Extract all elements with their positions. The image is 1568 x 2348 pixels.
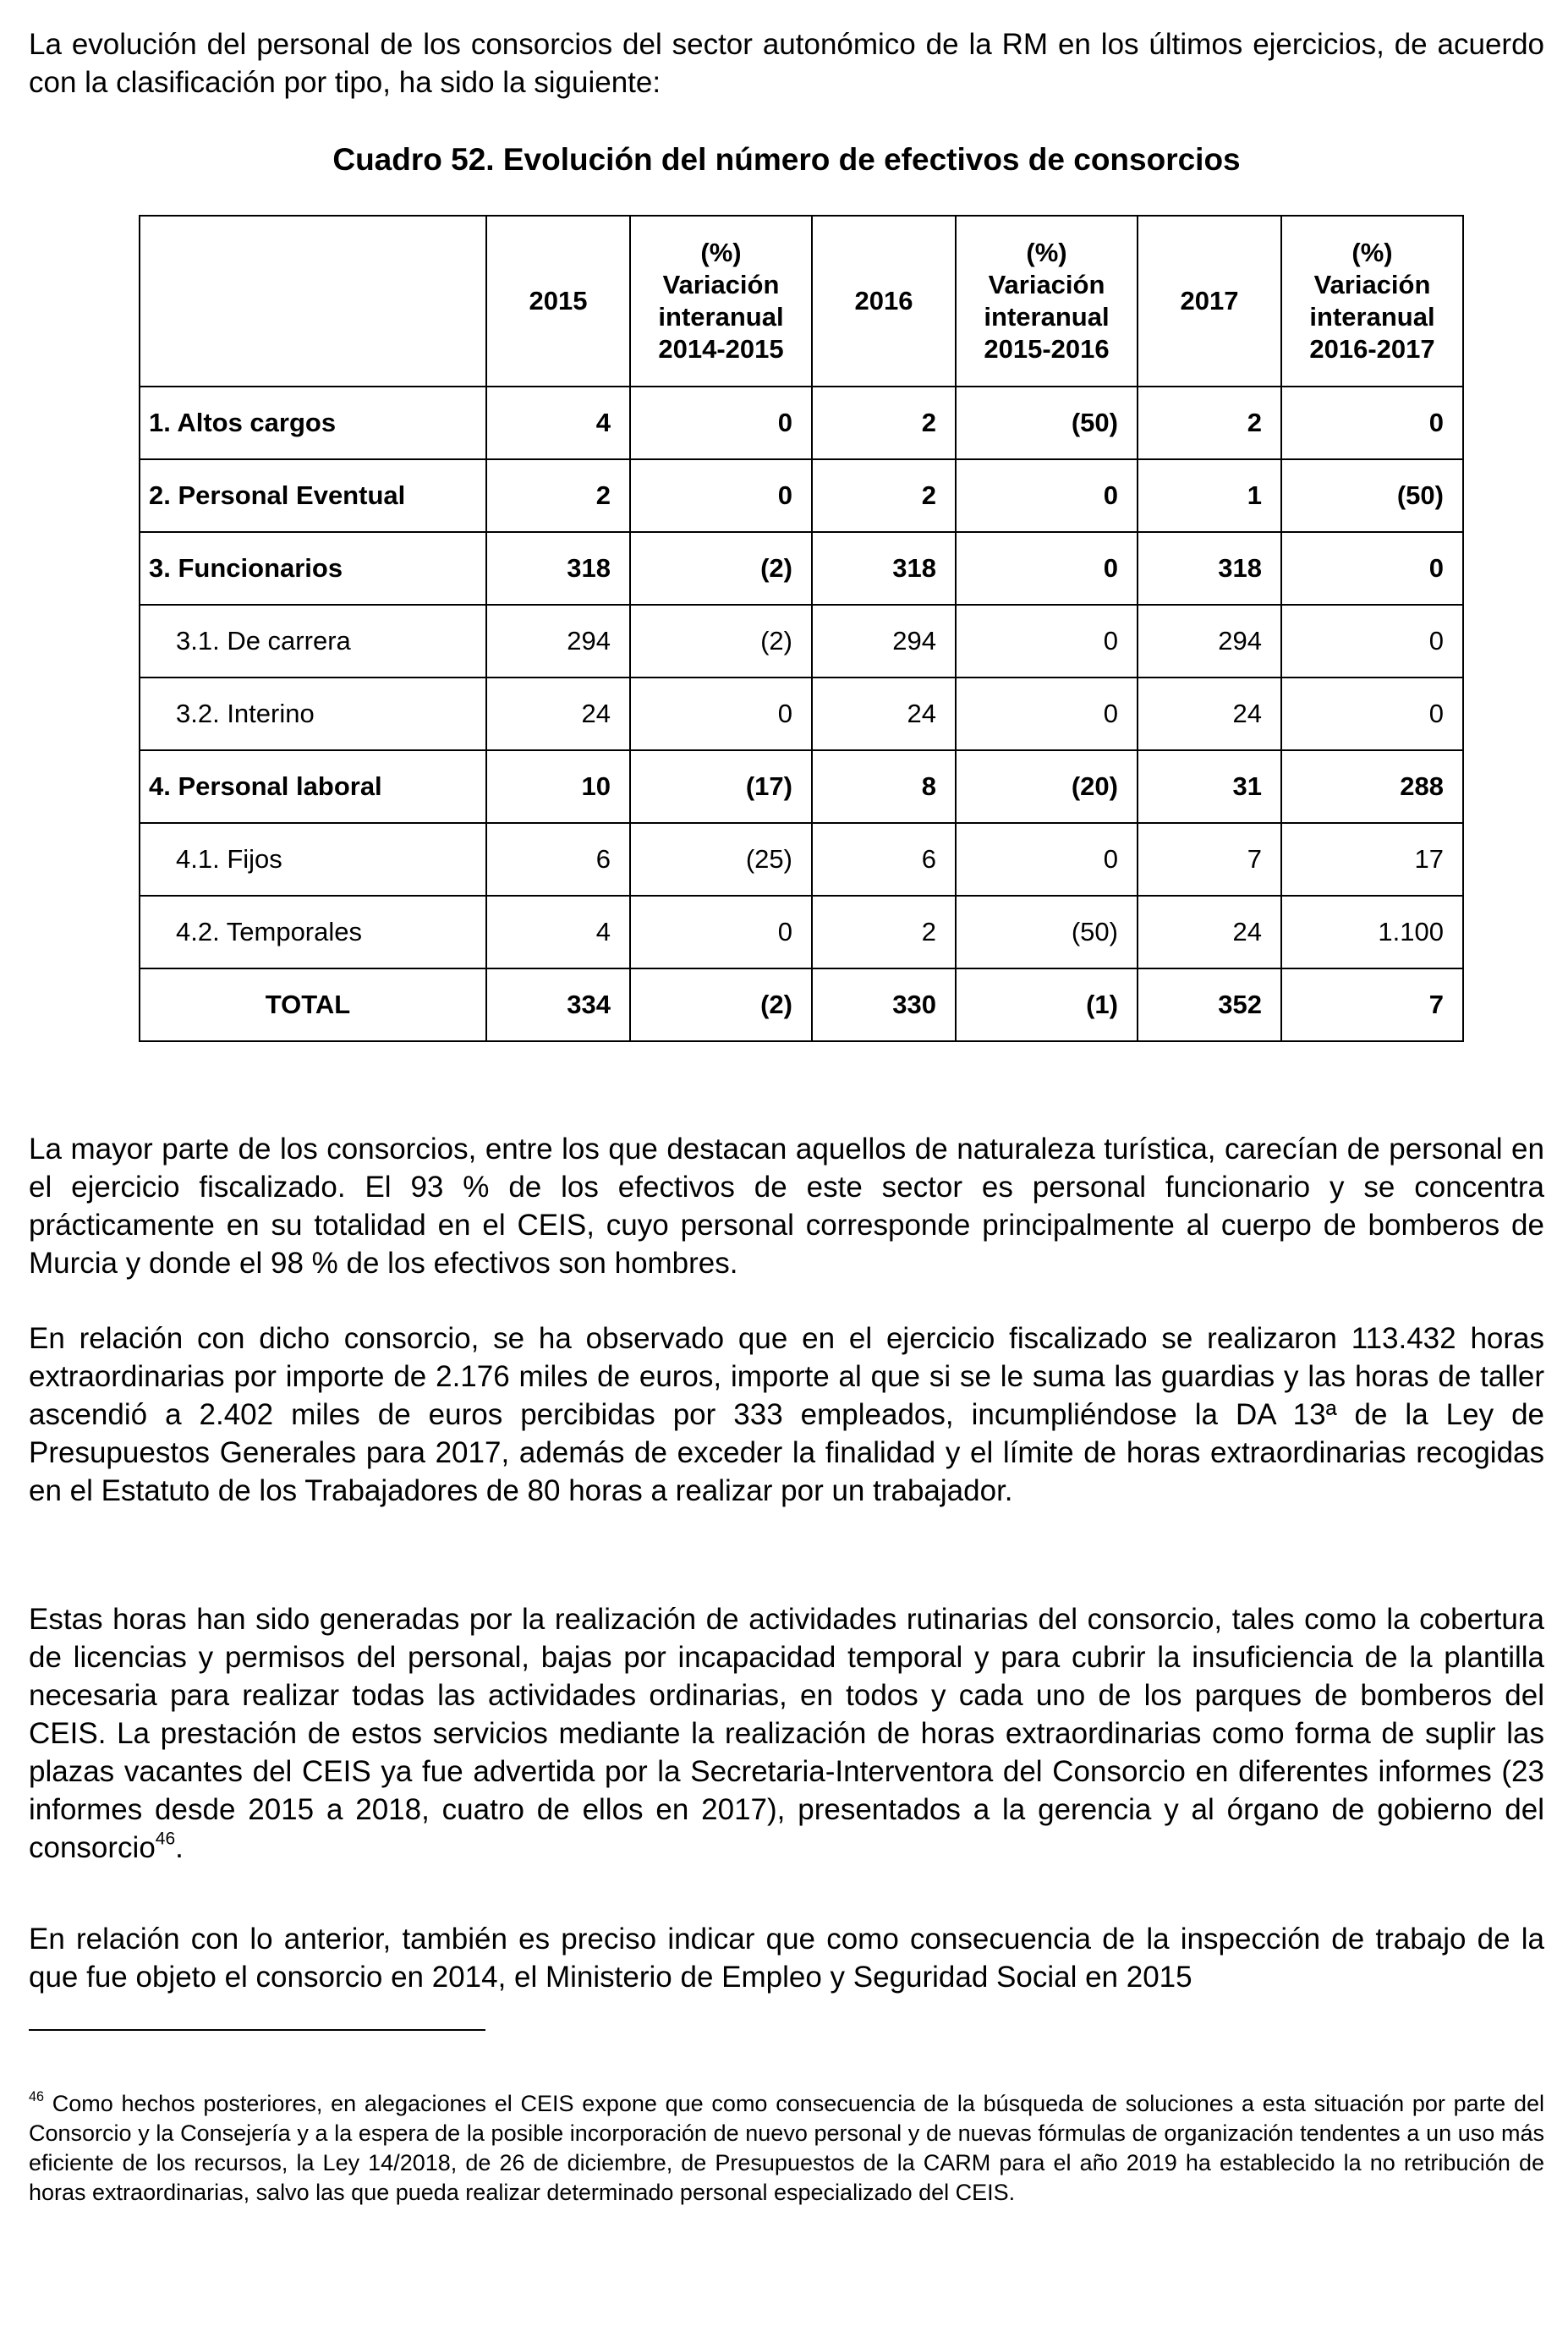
table-cell: 288: [1281, 750, 1463, 823]
footnote-number: 46: [29, 2088, 45, 2104]
body-paragraph: La mayor parte de los consorcios, entre los que destacan aquellos de naturaleza turística, carecían de personal en el ejercicio fiscalizado. El 93 % de los efectivos de este sector es personal funcionario y se concentra prácticamente en su totalidad en el CEIS, cuyo personal corresponde principalmente al cuerpo de bomberos de Murcia y donde el 98 % de los efectivos son hombres.: [29, 1133, 1544, 1280]
table-cell: (50): [1281, 459, 1463, 532]
table-cell: (2): [630, 532, 812, 605]
table-cell: 4: [486, 896, 630, 968]
table-cell: 24: [812, 678, 956, 750]
table-cell: 318: [812, 532, 956, 605]
table-cell: (25): [630, 823, 812, 896]
table-row: [140, 605, 1463, 678]
table-cell: 1.100: [1281, 896, 1463, 968]
body-paragraph: En relación con lo anterior, también es preciso indicar que como consecuencia de la inspección de trabajo de la que fue objeto el consorcio en 2014, el Ministerio de Empleo y Seguridad Social en 2015: [29, 1923, 1544, 1994]
table-cell: 0: [1281, 387, 1463, 459]
personnel-table: [139, 215, 1464, 1042]
row-label: 4. Personal laboral: [140, 750, 486, 823]
table-header-row: [140, 216, 1463, 387]
table-cell: 2: [1138, 387, 1281, 459]
footnote-reference[interactable]: 46: [155, 1829, 176, 1849]
table-cell: 0: [956, 459, 1138, 532]
table-cell: 0: [956, 823, 1138, 896]
table-cell: 6: [812, 823, 956, 896]
table-row: [140, 532, 1463, 605]
paragraph-text: Estas horas han sido generadas por la realización de actividades rutinarias del consorcio, tales como la cobertura de licencias y permisos del personal, bajas por incapacidad temporal y para cubrir la insuficiencia de la plantilla necesaria para realizar todas las actividades ordinarias, en todos y cada uno de los parques de bomberos del CEIS. La prestación de estos servicios mediante la realización de horas extraordinarias como forma de suplir las plazas vacantes del CEIS ya fue advertida por la Secretaria-Interventora del Consorcio en diferentes informes (23 informes desde 2015 a 2018, cuatro de ellos en 2017), presentados a la gerencia y al órgano de gobierno del consorcio: [29, 1603, 1544, 1864]
table-cell: 6: [486, 823, 630, 896]
table-cell: 10: [486, 750, 630, 823]
table-row: [140, 387, 1463, 459]
table-row: [140, 823, 1463, 896]
header-cell: (%) Variación interanual 2016-2017: [1281, 216, 1463, 387]
row-label: 1. Altos cargos: [140, 387, 486, 459]
table-cell: 294: [486, 605, 630, 678]
table-cell: (17): [630, 750, 812, 823]
body-paragraph: [29, 1600, 1544, 1867]
table-cell: (20): [956, 750, 1138, 823]
intro-paragraph: La evolución del personal de los consorcios del sector autonómico de la RM en los últimos ejercicios, de acuerdo con la clasificación por tipo, ha sido la siguiente:: [29, 28, 1544, 99]
row-label: TOTAL: [140, 968, 486, 1041]
table-cell: 0: [630, 459, 812, 532]
table-cell: 24: [1138, 896, 1281, 968]
table-cell: 2: [812, 896, 956, 968]
table-cell: 2: [812, 459, 956, 532]
header-cell: 2016: [812, 216, 956, 387]
table-cell: 24: [486, 678, 630, 750]
table-cell: 0: [630, 896, 812, 968]
table-cell: 17: [1281, 823, 1463, 896]
table-cell: 0: [630, 387, 812, 459]
table-cell: 31: [1138, 750, 1281, 823]
footnote: [29, 2089, 1544, 2208]
table-cell: (2): [630, 605, 812, 678]
row-label: 3.1. De carrera: [140, 605, 486, 678]
table-cell: 318: [486, 532, 630, 605]
table-cell: 2: [486, 459, 630, 532]
table-cell: 7: [1138, 823, 1281, 896]
footnote-text: Como hechos posteriores, en alegaciones el CEIS expone que como consecuencia de la búsqueda de soluciones a esta situación por parte del Consorcio y la Consejería y a la espera de la posible incorporación de nuevo personal y de nuevas fórmulas de organización tendentes a un uso más eficiente de los recursos, la Ley 14/2018, de 26 de diciembre, de Presupuestos de la CARM para el año 2019 ha establecido la no retribución de horas extraordinarias, salvo las que pueda realizar determinado personal especializado del CEIS.: [29, 2091, 1544, 2205]
table-row: [140, 750, 1463, 823]
row-label: 3. Funcionarios: [140, 532, 486, 605]
table-cell: 0: [956, 678, 1138, 750]
table-cell: 294: [1138, 605, 1281, 678]
table-caption: Cuadro 52. Evolución del número de efectivos de consorcios: [332, 142, 1241, 177]
table-cell: (50): [956, 896, 1138, 968]
table-cell: (2): [630, 968, 812, 1041]
header-cell: 2017: [1138, 216, 1281, 387]
header-cell: 2015: [486, 216, 630, 387]
table-cell: 0: [1281, 605, 1463, 678]
table-cell: (50): [956, 387, 1138, 459]
table-row: [140, 896, 1463, 968]
table-cell: (1): [956, 968, 1138, 1041]
table-total-row: [140, 968, 1463, 1041]
paragraph-end: .: [175, 1831, 184, 1864]
header-cell: [140, 216, 486, 387]
table-cell: 2: [812, 387, 956, 459]
table-cell: 0: [956, 605, 1138, 678]
footnote-divider: [29, 2029, 485, 2031]
table-cell: 294: [812, 605, 956, 678]
table-cell: 8: [812, 750, 956, 823]
table-cell: 318: [1138, 532, 1281, 605]
body-paragraph: En relación con dicho consorcio, se ha observado que en el ejercicio fiscalizado se realizaron 113.432 horas extraordinarias por importe de 2.176 miles de euros, importe al que si se le suma las guardias y las horas de taller ascendió a 2.402 miles de euros percibidas por 333 empleados, incumpliéndose la DA 13ª de la Ley de Presupuestos Generales para 2017, además de exceder la finalidad y el límite de horas extraordinarias recogidas en el Estatuto de los Trabajadores de 80 horas a realizar por un trabajador.: [29, 1322, 1544, 1507]
table-cell: 0: [1281, 532, 1463, 605]
table-cell: 4: [486, 387, 630, 459]
table-cell: 24: [1138, 678, 1281, 750]
row-label: 2. Personal Eventual: [140, 459, 486, 532]
row-label: 4.2. Temporales: [140, 896, 486, 968]
table-row: [140, 678, 1463, 750]
table-cell: 1: [1138, 459, 1281, 532]
table-cell: 334: [486, 968, 630, 1041]
table-row: [140, 459, 1463, 532]
table-cell: 0: [1281, 678, 1463, 750]
table-cell: 0: [630, 678, 812, 750]
row-label: 3.2. Interino: [140, 678, 486, 750]
table-cell: 352: [1138, 968, 1281, 1041]
table-cell: 0: [956, 532, 1138, 605]
header-cell: (%) Variación interanual 2015-2016: [956, 216, 1138, 387]
table-cell: 7: [1281, 968, 1463, 1041]
header-cell: (%) Variación interanual 2014-2015: [630, 216, 812, 387]
row-label: 4.1. Fijos: [140, 823, 486, 896]
table-cell: 330: [812, 968, 956, 1041]
